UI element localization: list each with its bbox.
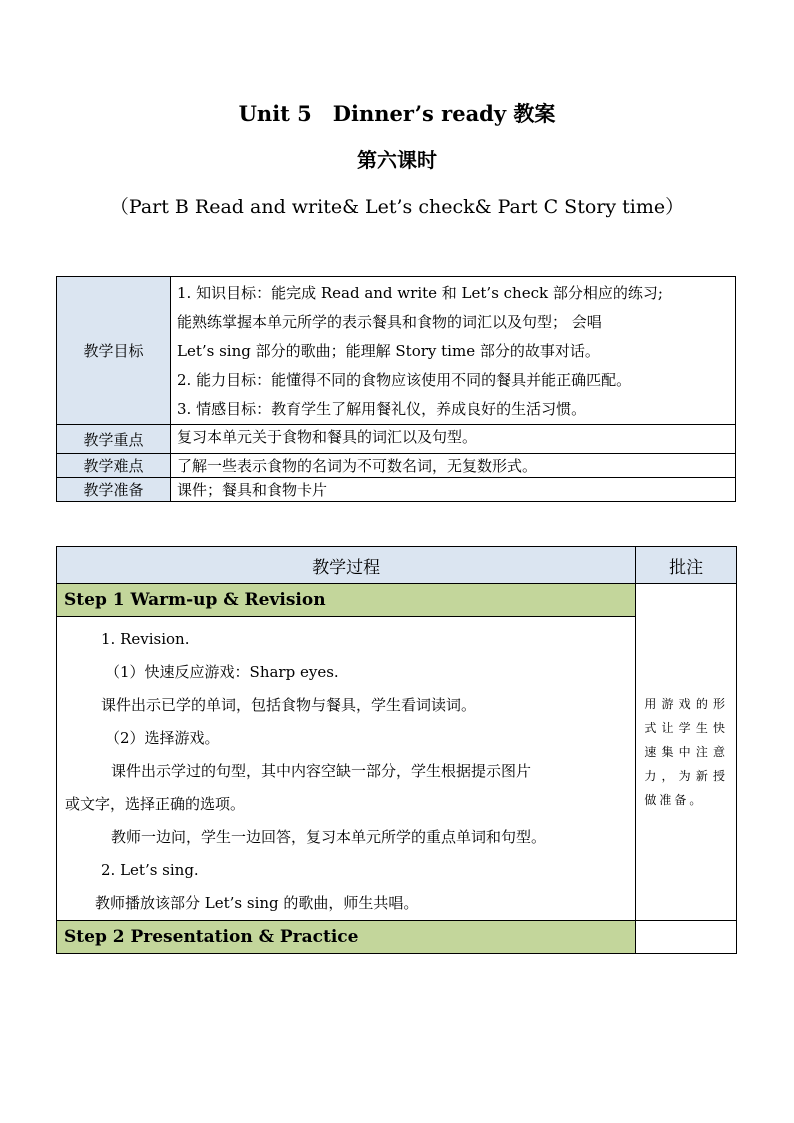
step1-title: Step 1 Warm-up & Revision	[57, 584, 636, 617]
difficulty-value: 了解一些表示食物的名词为不可数名词，无复数形式。	[171, 454, 736, 478]
step1-line: 2. Let’s sing.	[101, 861, 199, 879]
step1-line: 课件出示学过的句型，其中内容空缺一部分，学生根据提示图片	[111, 762, 532, 780]
goal-line: 能熟练掌握本单元所学的表示餐具和食物的词汇以及句型； 会唱	[177, 313, 602, 331]
step2-title-row	[57, 921, 737, 954]
goal-label: 教学目标	[57, 277, 171, 425]
document-title: Unit 5 Dinner’s ready 教案	[238, 101, 556, 126]
goal-line: 3. 情感目标：教育学生了解用餐礼仪，养成良好的生活习惯。	[177, 400, 587, 418]
step1-line: 课件出示已学的单词，包括食物与餐具，学生看词读词。	[101, 696, 477, 714]
step1-line: 或文字，选择正确的选项。	[65, 795, 246, 813]
teaching-process-table	[56, 546, 737, 954]
key-point-value: 复习本单元关于食物和餐具的词汇以及句型。	[171, 425, 736, 454]
step1-line: （2）选择游戏。	[105, 729, 220, 747]
step1-line: （1）快速反应游戏：Sharp eyes.	[105, 663, 339, 681]
goal-row	[57, 277, 736, 425]
difficulty-row	[57, 454, 736, 478]
lesson-info-table	[56, 276, 736, 502]
difficulty-label: 教学难点	[57, 454, 171, 478]
notes-header: 批注	[636, 547, 737, 584]
step1-line: 教师一边问，学生一边回答，复习本单元所学的重点单词和句型。	[111, 828, 547, 846]
step2-title: Step 2 Presentation & Practice	[57, 921, 636, 954]
preparation-value: 课件；餐具和食物卡片	[171, 478, 736, 502]
goal-line: 2. 能力目标：能懂得不同的食物应该使用不同的餐具并能正确匹配。	[177, 371, 632, 389]
lesson-subtitle: （Part B Read and write& Let’s check& Part C Story time）	[109, 196, 685, 218]
key-point-label: 教学重点	[57, 425, 171, 454]
step1-note: 用游戏的形式让学生快速集中注意力，为新授做准备。	[636, 584, 737, 921]
key-point-row	[57, 425, 736, 454]
step1-title-row	[57, 584, 737, 617]
step1-line: 教师播放该部分 Let’s sing 的歌曲，师生共唱。	[95, 894, 419, 912]
process-header: 教学过程	[57, 547, 636, 584]
step1-line: 1. Revision.	[101, 630, 190, 648]
process-header-row	[57, 547, 737, 584]
preparation-row	[57, 478, 736, 502]
goal-line: 1. 知识目标：能完成 Read and write 和 Let’s check 部分相应的练习;	[177, 284, 663, 302]
goal-line: Let’s sing 部分的歌曲；能理解 Story time 部分的故事对话。	[177, 342, 600, 360]
lesson-number: 第六课时	[357, 148, 437, 172]
step1-body	[57, 617, 636, 921]
step1-body-row	[57, 617, 737, 921]
goal-value	[171, 277, 736, 425]
step2-note	[636, 921, 737, 954]
preparation-label: 教学准备	[57, 478, 171, 502]
